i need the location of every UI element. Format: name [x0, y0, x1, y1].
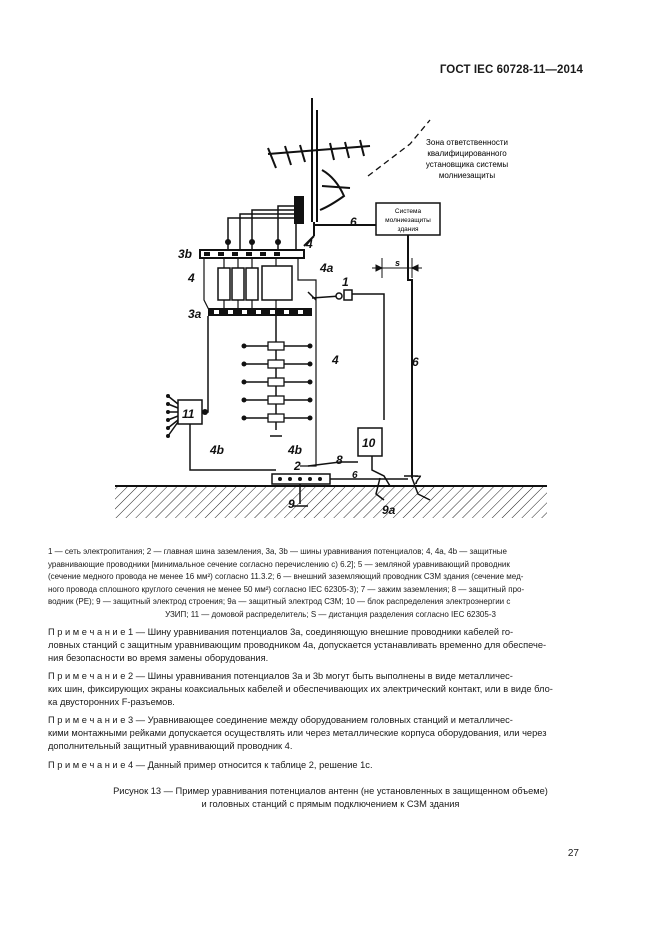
note-line: П р и м е ч а н и е 4 — Данный пример относится к таблице 2, решение 1с.: [48, 760, 373, 770]
label-6-top: 6: [350, 215, 357, 229]
legend-line: уравнивающие проводники [минимальное сечение согласно перечислению с) 6.2]; 5 — земляной уравнивающий проводник: [48, 559, 510, 569]
zone-label-line-3: установщика системы: [425, 160, 509, 169]
lps-box-line-2: молниезащиты: [385, 217, 431, 224]
label-4b-left: 4b: [210, 443, 225, 457]
zone-boundary: [368, 120, 430, 176]
page-number: 27: [567, 848, 579, 859]
zone-label-line-1: Зона ответственности: [426, 138, 508, 147]
label-2: 2: [294, 459, 301, 473]
label-8: 8: [336, 453, 343, 467]
zone-label-line-4: молниезащиты: [438, 171, 496, 180]
standard-header: ГОСТ IEC 60728-11—2014: [439, 64, 583, 76]
label-4-top: 4: [306, 237, 313, 251]
label-3a: 3а: [188, 307, 202, 321]
label-4-right: 4: [332, 353, 339, 367]
label-9: 9: [288, 497, 295, 511]
note-line: дополнительный защитный уравнивающий проводник 4.: [48, 741, 293, 751]
label-4-left: 4: [188, 271, 195, 285]
label-6-bottom: 6: [352, 470, 358, 481]
note-line: кими монтажными рейками допускается осуществлять или через металлические корпуса оборудования, или через: [48, 728, 547, 738]
note-line: П р и м е ч а н и е 1 — Шину уравнивания потенциалов 3а, соединяющую внешние проводники кабелей го-: [48, 627, 514, 637]
label-1: 1: [342, 275, 349, 289]
figure-caption: [48, 785, 613, 810]
note-line: ловных станций с защитным уравнивающим проводником 4а, допускается устанавливать временно для обеспече-: [48, 640, 547, 650]
mains-supply: [308, 290, 384, 420]
label-4b-right: 4b: [288, 443, 303, 457]
legend-line: водник (PE); 9 — защитный электрод строения; 9а — защитный электрод СЗМ; 10 — блок распределения электроэнергии с: [48, 597, 511, 606]
label-10: 10: [362, 436, 376, 450]
note-3: [48, 714, 613, 753]
ground-hatching: [115, 486, 547, 518]
feed-cables: [228, 206, 296, 250]
distribution-column: [244, 316, 310, 430]
note-line: П р и м е ч а н и е 2 — Шины уравнивания потенциалов 3а и 3b могут быть выполнены в виде металличес-: [48, 671, 513, 681]
caption-line: и головных станций с прямым подключением к СЗМ здания: [201, 798, 460, 809]
note-line: ка двусторонних F-разъемов.: [48, 697, 175, 707]
note-line: П р и м е ч а н и е 3 — Уравнивающее соединение между оборудованием головных станций и металличес-: [48, 715, 513, 725]
legend-line: ного провода сплошного круглого сечения не менее 50 мм²) согласно IEC 62305-3); 7 — зажим заземления; 8 — защитный про-: [48, 584, 525, 594]
label-S: s: [395, 258, 401, 268]
label-6-right: 6: [412, 355, 419, 369]
note-2: [48, 670, 613, 709]
label-9a: 9а: [382, 503, 396, 517]
figure-legend: [48, 546, 613, 621]
zone-label-line-2: квалифицированного: [427, 149, 507, 158]
legend-line: (сечение медного провода не менее 16 мм²) согласно 11.3.2; 6 — внешний заземляющий проводник СЗМ здания (сечение мед-: [48, 572, 524, 581]
note-line: ких шин, фиксирующих экраны коаксиальных кабелей и обеспечивающих их электрический контакт, или в виде бло-: [48, 684, 553, 694]
legend-line: УЗИП; 11 — домовой распределитель; S — дистанция разделения согласно IEC 62305-3: [165, 609, 496, 619]
legend-line: 1 — сеть электропитания; 2 — главная шина заземления, 3а, 3b — шины уравнивания потенциалов; 4, 4а, 4b — защитные: [48, 547, 507, 556]
lps-box-line-3: здания: [397, 226, 419, 233]
lps-box-line-1: Система: [394, 208, 422, 215]
label-3b: 3b: [178, 247, 193, 261]
label-4a: 4а: [320, 261, 334, 275]
caption-line: Рисунок 13 — Пример уравнивания потенциалов антенн (не установленных в защищенном объеме): [113, 786, 548, 796]
note-1: [48, 626, 613, 665]
label-7: 7: [414, 473, 421, 487]
antenna-icon: [268, 98, 370, 222]
note-4: [48, 759, 613, 772]
headend-equipment: [218, 266, 292, 300]
note-line: ния безопасности во время замены оборудования.: [48, 653, 269, 663]
label-11: 11: [182, 407, 195, 421]
